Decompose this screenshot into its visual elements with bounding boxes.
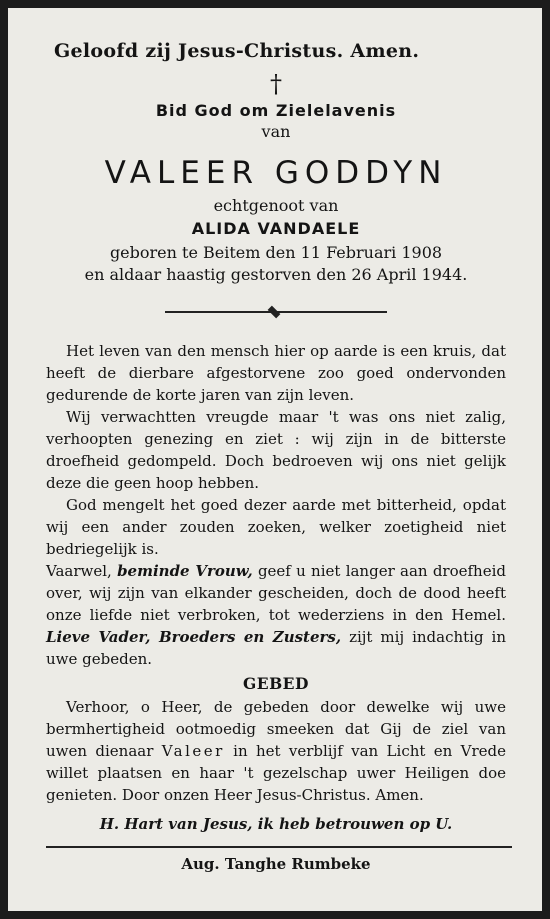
birth-line: geboren te Beitem den 11 Februari 1908 [109,243,443,262]
memorial-card [8,8,542,911]
p4-text-e: zijt mij indachtig in uwe gebeden. [46,628,506,668]
prayer-title: GEBED [243,674,309,693]
spouse-name: ALIDA VANDAELE [191,219,361,238]
footer-rule [46,846,512,848]
prayer-request: Bid God om Zielelavenis [155,101,397,120]
paragraph-3: God mengelt het goed dezer aarde met bitterheid, opdat wij een ander zouden zoeken, welker zoetigheid niet bedriegelijk is. [46,496,506,558]
ornamental-divider [165,306,387,318]
paragraph-4 [46,560,506,670]
prayer-text-a: Verhoor, o Heer, de gebeden door dewelke wij uwe bermhertigheid ootmoedig smeeken dat Gij de ziel van uwen dienaar [46,698,506,760]
spouse-label: echtgenoot van [213,196,339,215]
death-line: en aldaar haastig gestorven den 26 April 1944. [84,265,468,284]
deceased-name: VALEER GODDYN [104,155,448,191]
p4-emphasis-wife: beminde Vrouw, [117,562,253,580]
p4-text-c: geef u niet langer aan droefheid over, wij zijn van elkander gescheiden, doch de dood heeft onze liefde niet verbroken, tot wederziens in den Hemel. [46,562,506,624]
cross-icon: † [270,70,282,98]
van-label: van [261,122,291,141]
prayer-text-c: in het verblijf van Licht en Vrede willet plaatsen en haar 't gezelschap uwer Heiligen doe genieten. Door onzen Heer Jesus-Christus. Amen. [46,742,506,804]
opening-line: Geloofd zij Jesus-Christus. Amen. [54,40,420,62]
paragraph-1: Het leven van den mensch hier op aarde is een kruis, dat heeft de dierbare afgestorvene zoo goed ondervonden gedurende de korte jaren van zijn leven. [46,342,506,404]
printer-credit: Aug. Tanghe Rumbeke [181,855,371,873]
diamond-icon [268,306,281,319]
p4-text-a: Vaarwel, [46,562,118,580]
p4-emphasis-family: Lieve Vader, Broeders en Zusters, [46,628,342,646]
paragraph-2: Wij verwachtten vreugde maar 't was ons niet zalig, verhoopten genezing en ziet : wij zijn in de bitterste droefheid gedompeld. Doch bedroeven wij ons niet gelijk deze die geen hoop hebben. [46,408,506,492]
motto: H. Hart van Jesus, ik heb betrouwen op U. [99,815,453,833]
prayer-name: Valeer [161,742,225,760]
prayer-text [46,696,506,806]
